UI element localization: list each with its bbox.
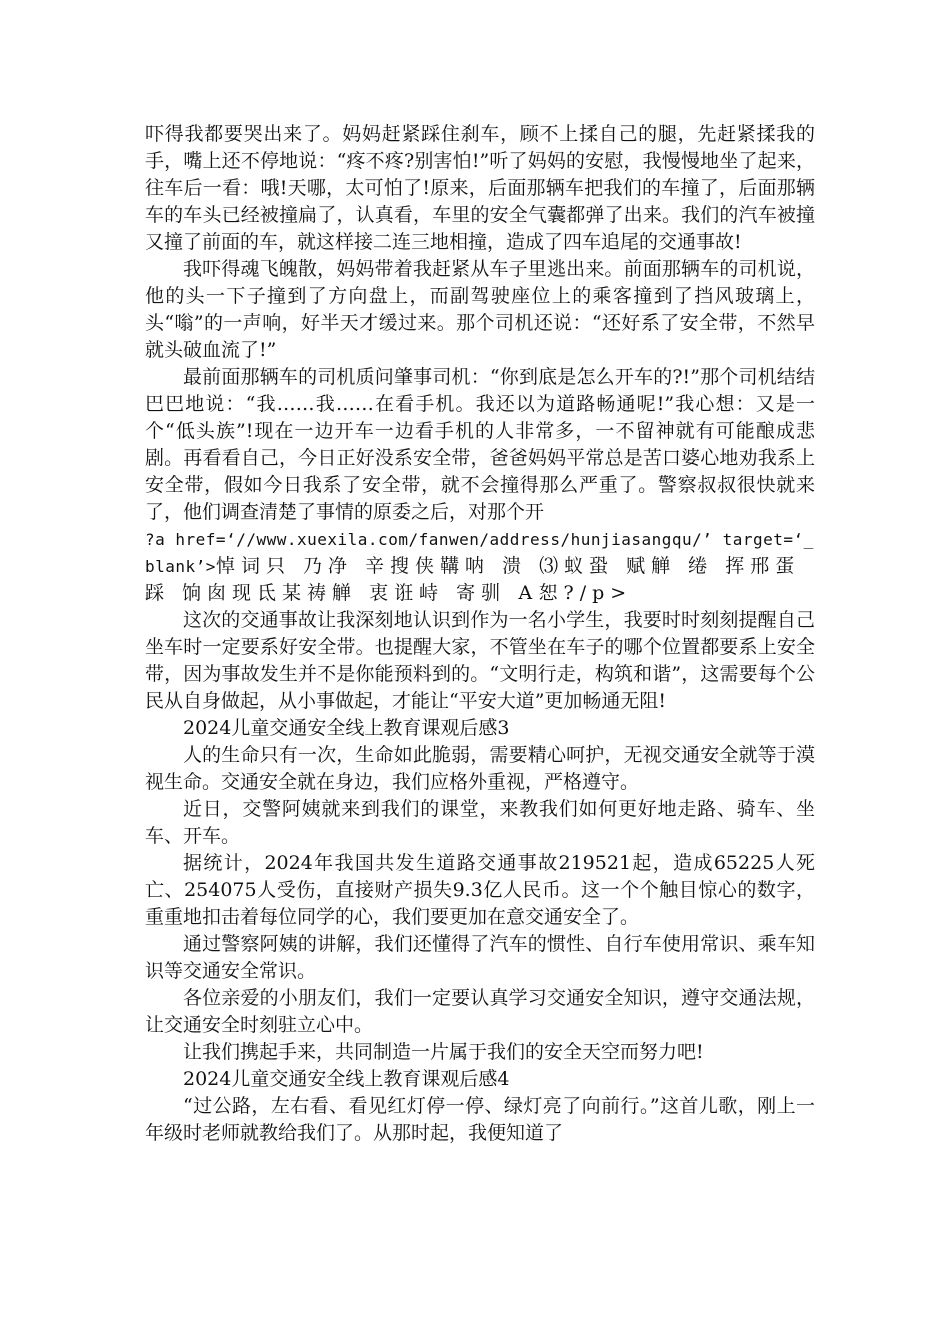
paragraph-nursery-rhyme: “过公路，左右看、看见红灯停一停、绿灯亮了向前行。”这首儿歌，刚上一年级时老师就教给我们了。从那时起，我便知道了 bbox=[145, 1095, 815, 1144]
raw-html-code: ?a href=‘//www.xuexila.com/fanwen/address/hunjiasangqu/’ target=‘_blank’> bbox=[145, 530, 814, 576]
paragraph-knowledge: 通过警察阿姨的讲解，我们还懂得了汽车的惯性、自行车使用常识、乘车知识等交通安全常识。 bbox=[145, 933, 815, 982]
paragraph-escape: 我吓得魂飞魄散，妈妈带着我赶紧从车子里逃出来。前面那辆车的司机说，他的头一下子撞到了方向盘上，而副驾驶座位上的乘客撞到了挡风玻璃上，头“嗡”的一声响，好半天才缓过来。那个司机还说：“还好系了安全带，不然早就头破血流了!” bbox=[145, 258, 815, 361]
paragraph-driver-question: 最前面那辆车的司机质问肇事司机：“你到底是怎么开车的?!”那个司机结结巴巴地说：“我……我……在看手机。我还以为道路畅通呢!”我心想：又是一个“低头族”!现在一边开车一边看手机的人非常多，一不留神就有可能酿成悲剧。再看看自己，今日正好没系安全带，爸爸妈妈平常总是苦口婆心地劝我系上安全带，假如今日我系了安全带，就不会撞得那么严重了。警察叔叔很快就来了，他们调查清楚了事情的原委之后，对那个开 bbox=[145, 366, 815, 523]
paragraph-lesson: 这次的交通事故让我深刻地认识到作为一名小学生，我要时时刻刻提醒自己坐车时一定要系好安全带。也提醒大家，不管坐在车子的哪个位置都要系上安全带，因为事故发生并不是你能预料到的。“文明行走，构筑和谐”，这需要每个公民从自身做起，从小事做起，才能让“平安大道”更加畅通无阻! bbox=[145, 609, 815, 712]
paragraph-life: 人的生命只有一次，生命如此脆弱，需要精心呵护，无视交通安全就等于漠视生命。交通安全就在身边，我们应格外重视，严格遵守。 bbox=[145, 744, 815, 793]
paragraph-statistics: 据统计，2024年我国共发生道路交通事故219521起，造成65225人死亡、254075人受伤，直接财产损失9.3亿人民币。这一个个触目惊心的数字，重重地扣击着每位同学的心，我们要更加在意交通安全了。 bbox=[145, 852, 815, 928]
paragraph-police-visit: 近日，交警阿姨就来到我们的课堂，来教我们如何更好地走路、骑车、坐车、开车。 bbox=[145, 798, 815, 847]
paragraph-accident-description: 吓得我都要哭出来了。妈妈赶紧踩住刹车，顾不上揉自己的腿，先赶紧揉我的手，嘴上还不停地说：“疼不疼?别害怕!”听了妈妈的安慰，我慢慢地坐了起来，往车后一看：哦!天哪，太可怕了!原来，后面那辆车把我们的车撞了，后面那辆车的车头已经被撞扁了，认真看，车里的安全气囊都弹了出来。我们的汽车被撞又撞了前面的车，就这样接二连三地相撞，造成了四车追尾的交通事故! bbox=[145, 123, 815, 253]
garbled-characters: 悼词只 乃净 辛搜侠鞲呐 溃 ⑶蚁蛩 赋觯 绻 挥邢蛋踩 饷囱现氐某祷觯 衷诳峙 寄驯 А恕?/p> bbox=[145, 555, 801, 604]
document-page bbox=[145, 121, 815, 1147]
section-heading-3: 2024儿童交通安全线上教育课观后感3 bbox=[183, 717, 510, 739]
section-heading-4: 2024儿童交通安全线上教育课观后感4 bbox=[183, 1068, 510, 1090]
paragraph-closing: 让我们携起手来，共同制造一片属于我们的安全天空而努力吧! bbox=[183, 1041, 704, 1063]
paragraph-appeal: 各位亲爱的小朋友们，我们一定要认真学习交通安全知识，遵守交通法规，让交通安全时刻驻立心中。 bbox=[145, 987, 815, 1036]
garbled-link-text bbox=[145, 526, 815, 607]
